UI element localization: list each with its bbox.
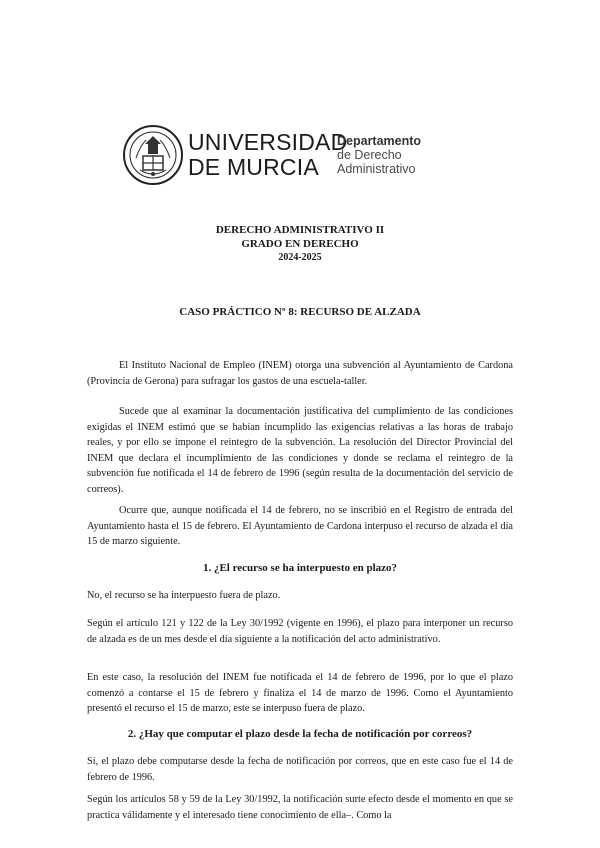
- degree-title: GRADO EN DERECHO: [241, 238, 359, 250]
- department-line2: de Derecho: [337, 148, 402, 162]
- answer-1-short: No, el recurso se ha interpuesto fuera de plazo.: [87, 590, 281, 601]
- academic-year: 2024-2025: [278, 252, 322, 263]
- case-title: CASO PRÁCTICO Nº 8: RECURSO DE ALZADA: [179, 306, 421, 318]
- answer-1-law: Según el artículo 121 y 122 de la Ley 30/1992 (vigente en 1996), el plazo para interponer un recurso de alzada es de un mes desde el día siguiente a la notificación del acto administrativo.: [87, 618, 513, 645]
- answer-2-law: Según los artículos 58 y 59 de la Ley 30/1992, la notificación surte efecto desde el momento en que se practica válidamente y el interesado tiene conocimiento de ella–. Como la: [87, 794, 513, 821]
- department-line1: Departamento: [337, 134, 422, 148]
- university-seal-icon: [122, 124, 184, 186]
- university-logo: [122, 124, 492, 186]
- course-title-block: [0, 223, 600, 265]
- paragraph-registry: Ocurre que, aunque notificada el 14 de febrero, no se inscribió en el Registro de entrada del Ayuntamiento hasta el 15 de febrero. El Ayuntamiento de Cardona interpuso el recurso de alzada el día 15 de marzo siguiente.: [87, 505, 513, 548]
- question-2: 2. ¿Hay que computar el plazo desde la fecha de notificación por correos?: [127, 728, 473, 740]
- course-title: DERECHO ADMINISTRATIVO II: [215, 224, 385, 236]
- answer-2-short: Sí, el plazo debe computarse desde la fecha de notificación por correos, que en este caso fue el 14 de febrero de 1996.: [87, 756, 513, 783]
- university-name-line2: DE MURCIA: [188, 154, 319, 180]
- paragraph-intro: El Instituto Nacional de Empleo (INEM) otorga una subvención al Ayuntamiento de Cardona (Provincia de Gerona) para sufragar los gastos de una escuela-taller.: [87, 360, 513, 387]
- university-name-line1: UNIVERSIDAD: [188, 129, 348, 155]
- paragraph-facts: Sucede que al examinar la documentación justificativa del cumplimiento de las condiciones exigidas el INEM estimó que se habían incumplido las exigencias relativas a las horas de trabajo reales, y por ello se impone el reintegro de la subvención. La resolución del Director Provincial del INEM que declara el incumplimiento de las condiciones y donde se reclama el reintegro de la subvención fue notificada el 14 de febrero de 1996 (según resulta de la documentación del servicio de correos).: [87, 406, 513, 495]
- answer-1-reasoning: En este caso, la resolución del INEM fue notificada el 14 de febrero de 1996, por lo que el plazo comenzó a contarse el 15 de febrero y finaliza el 14 de marzo de 1996. Como el Ayuntamiento presentó el recurso el 15 de marzo, este se interpuso fuera de plazo.: [87, 672, 513, 715]
- university-name: [188, 130, 347, 180]
- department-name: [337, 134, 421, 176]
- department-line3: Administrativo: [337, 162, 416, 176]
- question-1: 1. ¿El recurso se ha interpuesto en plazo?: [202, 562, 398, 574]
